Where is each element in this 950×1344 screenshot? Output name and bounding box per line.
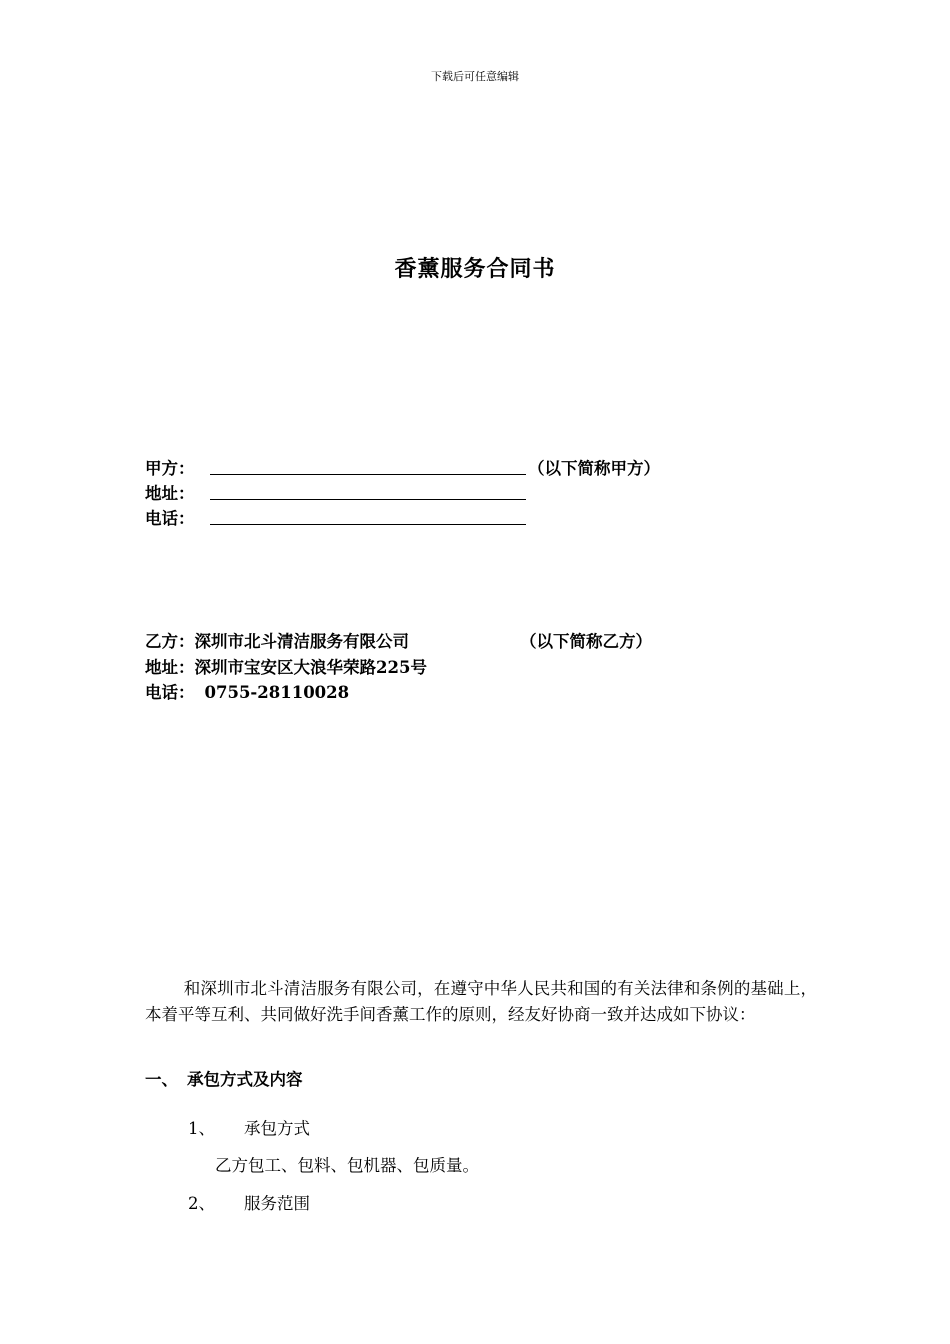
party-b-name-value: 深圳市北斗清洁服务有限公司	[194, 632, 409, 651]
party-b-address-value: 深圳市宝安区大浪华荣路225号	[194, 658, 427, 677]
party-a-name-blank[interactable]	[210, 474, 526, 475]
party-a-phone-blank[interactable]	[210, 524, 526, 525]
party-a-phone-label: 电话：	[145, 509, 195, 528]
party-a-address-label: 地址：	[145, 484, 195, 503]
document-title: 香薰服务合同书	[394, 256, 556, 282]
party-a-address-blank[interactable]	[210, 499, 526, 500]
intro-paragraph: 和深圳市北斗清洁服务有限公司，在遵守中华人民共和国的有关法律和条例的基础上，本着平等互利、共同做好洗手间香薰工作的原则，经友好协商一致并达成如下协议：	[145, 979, 817, 1024]
party-a-name-suffix: （以下简称甲方）	[528, 459, 660, 478]
party-b-address-row	[145, 654, 427, 678]
party-b-phone-value: 0755-28110028	[204, 683, 350, 702]
party-b-phone-label: 电话：	[145, 683, 195, 702]
item-1-label: 承包方式	[244, 1119, 310, 1138]
party-a-name-label: 甲方：	[145, 459, 195, 478]
header-note: 下载后可任意编辑	[431, 70, 519, 83]
section-1-number: 一、	[145, 1070, 178, 1089]
party-b-name-suffix: （以下简称乙方）	[520, 632, 652, 651]
item-1-detail: 乙方包工、包料、包机器、包质量。	[215, 1156, 479, 1175]
item-1-number: 1、	[188, 1119, 215, 1138]
section-1-heading: 承包方式及内容	[187, 1070, 303, 1089]
party-b-phone-row	[145, 679, 349, 703]
party-b-address-label: 地址：	[145, 658, 195, 677]
item-2-label: 服务范围	[244, 1194, 310, 1213]
party-b-name-row	[145, 628, 409, 652]
party-b-name-label: 乙方：	[145, 632, 195, 651]
item-2-number: 2、	[188, 1194, 215, 1213]
